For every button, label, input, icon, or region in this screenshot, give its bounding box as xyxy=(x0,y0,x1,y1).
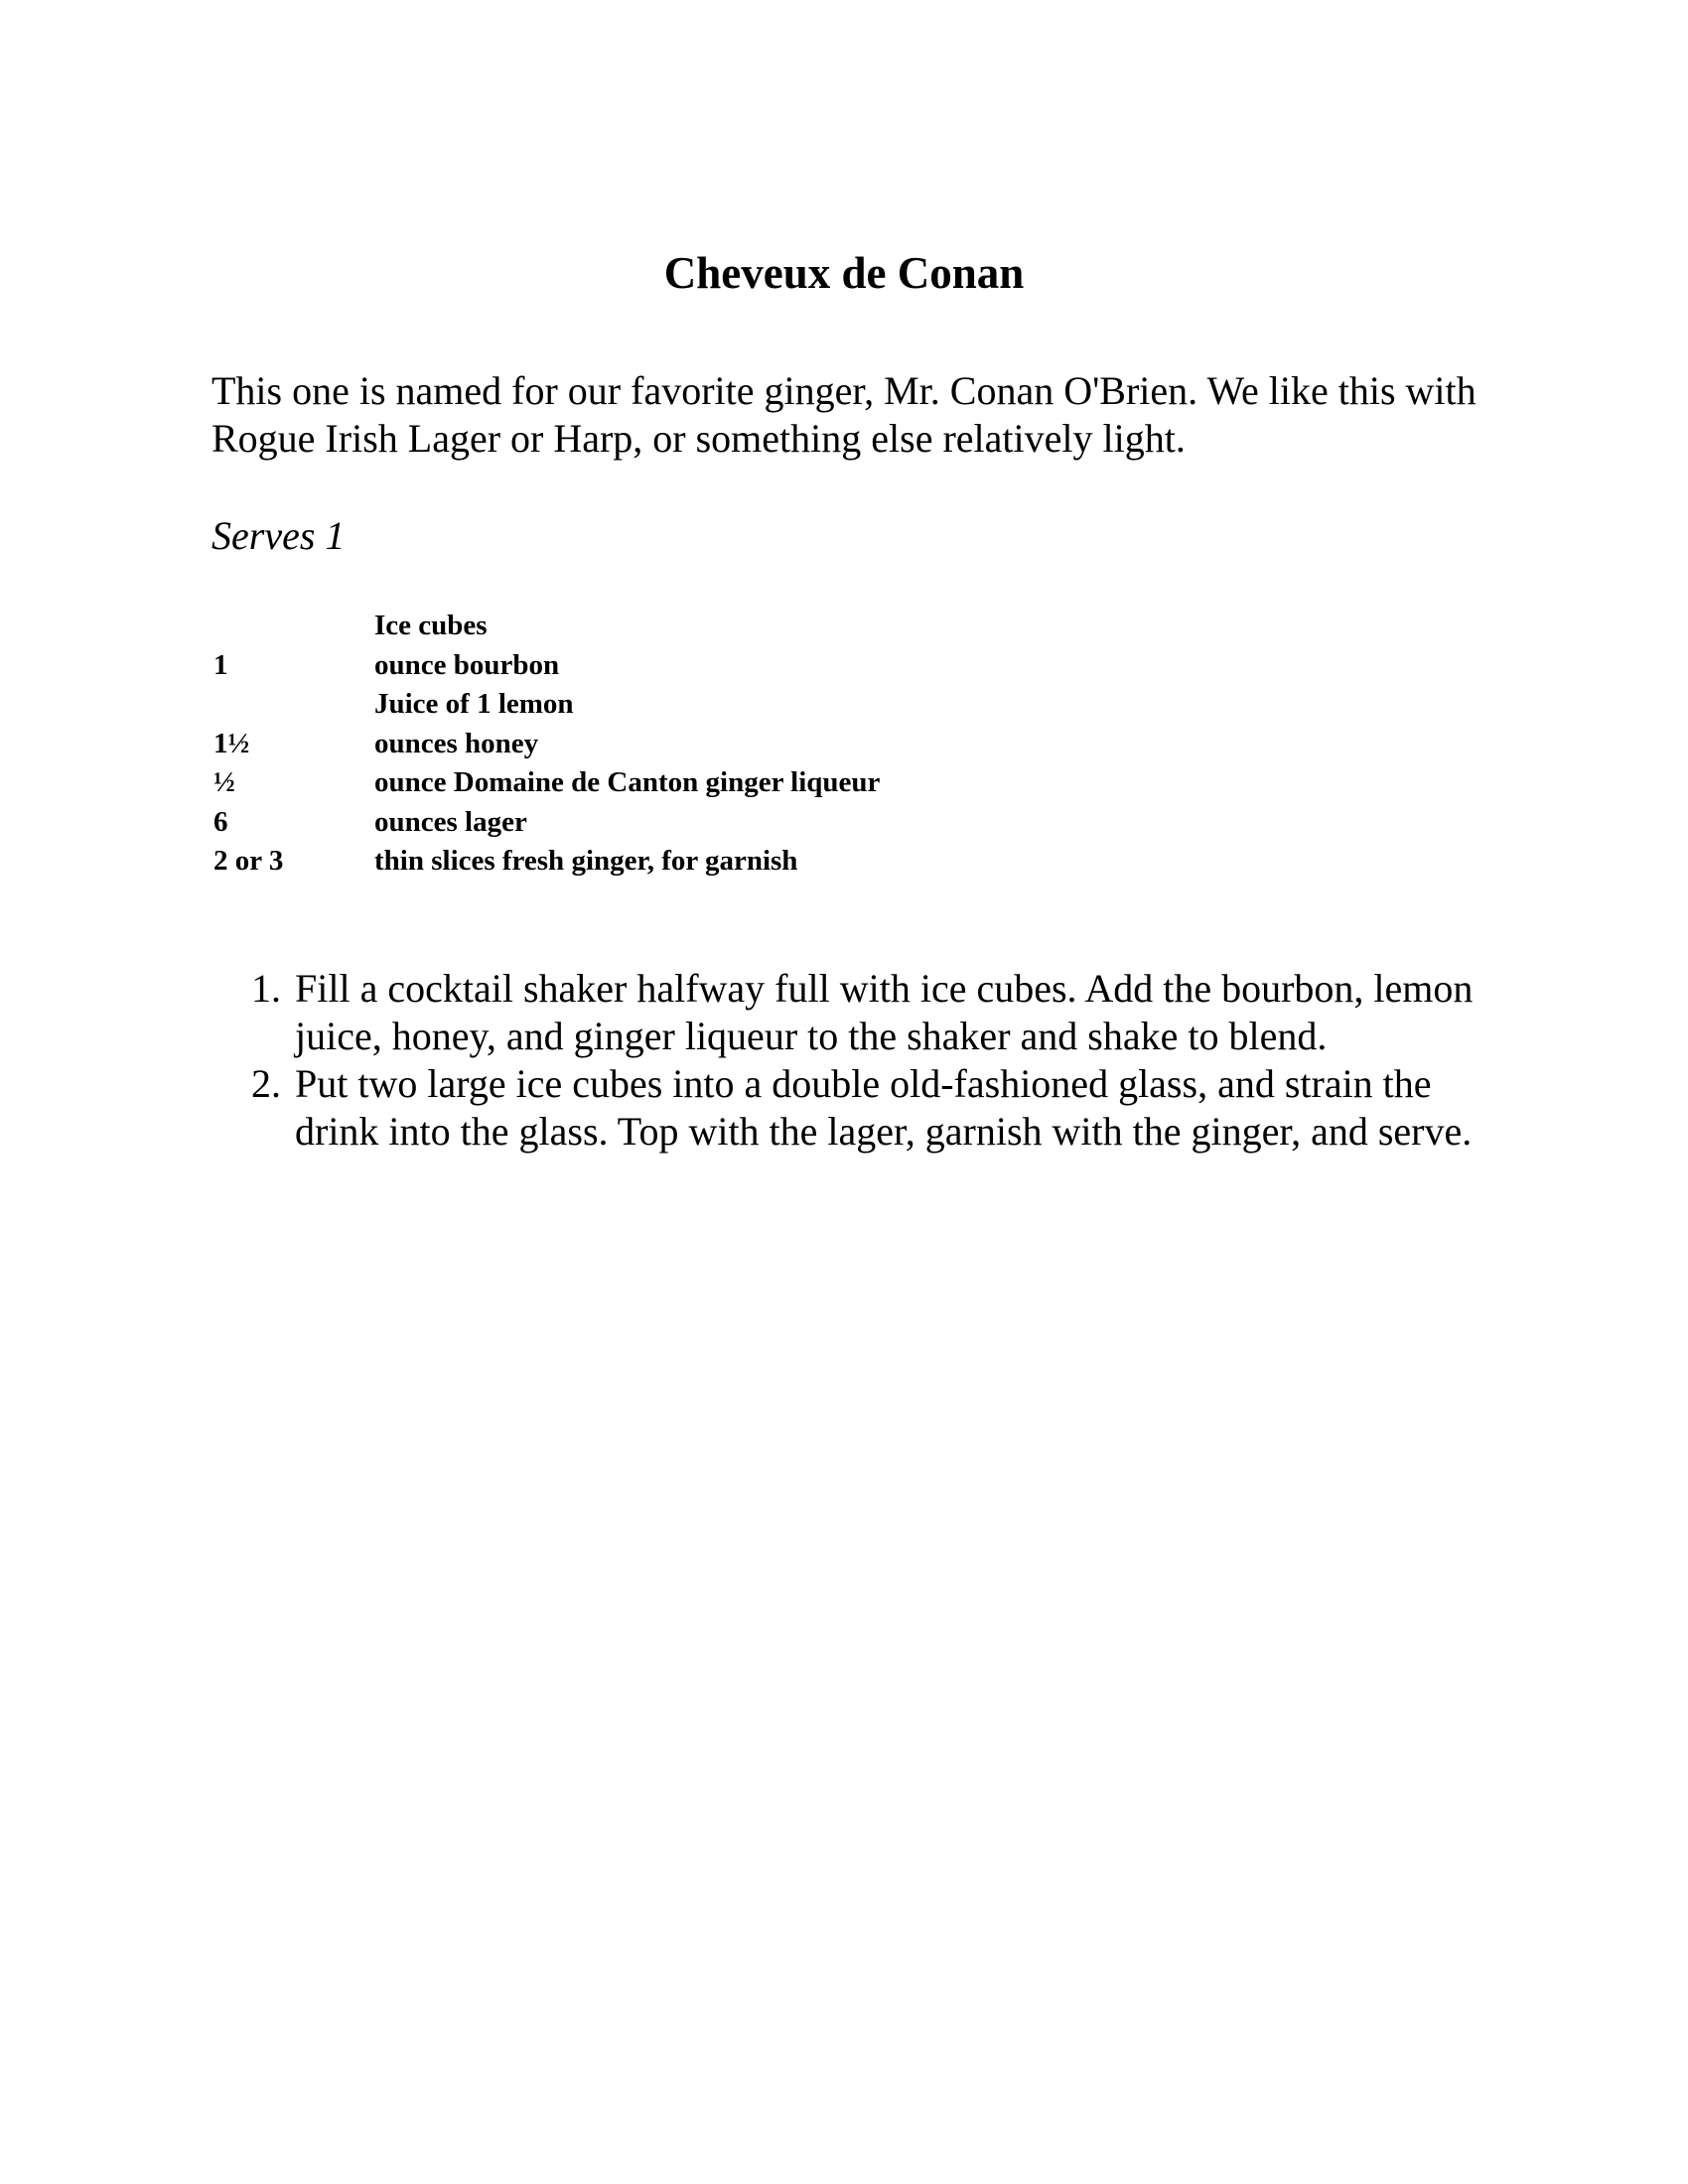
step-number: 2. xyxy=(251,1061,281,1106)
ingredient-row xyxy=(213,803,1306,843)
ingredient-name: ounce bourbon xyxy=(374,648,560,681)
recipe-title: Cheveux de Conan xyxy=(663,248,1025,298)
ingredient-name: ounces honey xyxy=(374,727,539,759)
ingredient-name: ounces lager xyxy=(374,805,527,838)
ingredient-row xyxy=(213,607,1306,646)
ingredient-quantity: 2 or 3 xyxy=(213,845,284,877)
ingredient-quantity: 1 xyxy=(213,648,228,681)
instruction-step xyxy=(251,1060,1482,1156)
ingredient-row xyxy=(213,842,1306,882)
ingredient-quantity xyxy=(213,607,374,646)
ingredient-name: Juice of 1 lemon xyxy=(374,688,574,720)
ingredient-quantity: 6 xyxy=(213,805,228,838)
ingredient-name: Ice cubes xyxy=(374,610,488,641)
step-text: Put two large ice cubes into a double old-fashioned glass, and strain the drink into the glass. Top with the lager, garnish with the ginger, and serve. xyxy=(295,1061,1473,1154)
instruction-step xyxy=(251,965,1482,1060)
ingredient-row xyxy=(213,685,1306,725)
ingredient-row xyxy=(213,725,1306,764)
step-number: 1. xyxy=(251,966,281,1011)
ingredient-name: ounce Domaine de Canton ginger liqueur xyxy=(374,766,881,798)
step-text: Fill a cocktail shaker halfway full with ice cubes. Add the bourbon, lemon juice, honey, and ginger liqueur to the shaker and shake to blend. xyxy=(295,966,1474,1058)
ingredient-row xyxy=(213,646,1306,686)
recipe-intro: This one is named for our favorite ginger, Mr. Conan O'Brien. We like this with Rogue Irish Lager or Harp, or something else relatively light. xyxy=(211,368,1477,461)
serves-count: Serves 1 xyxy=(211,513,346,558)
ingredient-quantity xyxy=(213,685,374,725)
ingredient-row xyxy=(213,763,1306,803)
ingredient-quantity: 1½ xyxy=(213,727,250,759)
ingredient-quantity: ½ xyxy=(213,766,235,798)
ingredient-list xyxy=(213,607,1306,882)
ingredient-name: thin slices fresh ginger, for garnish xyxy=(374,845,798,877)
instruction-list xyxy=(251,965,1482,1156)
